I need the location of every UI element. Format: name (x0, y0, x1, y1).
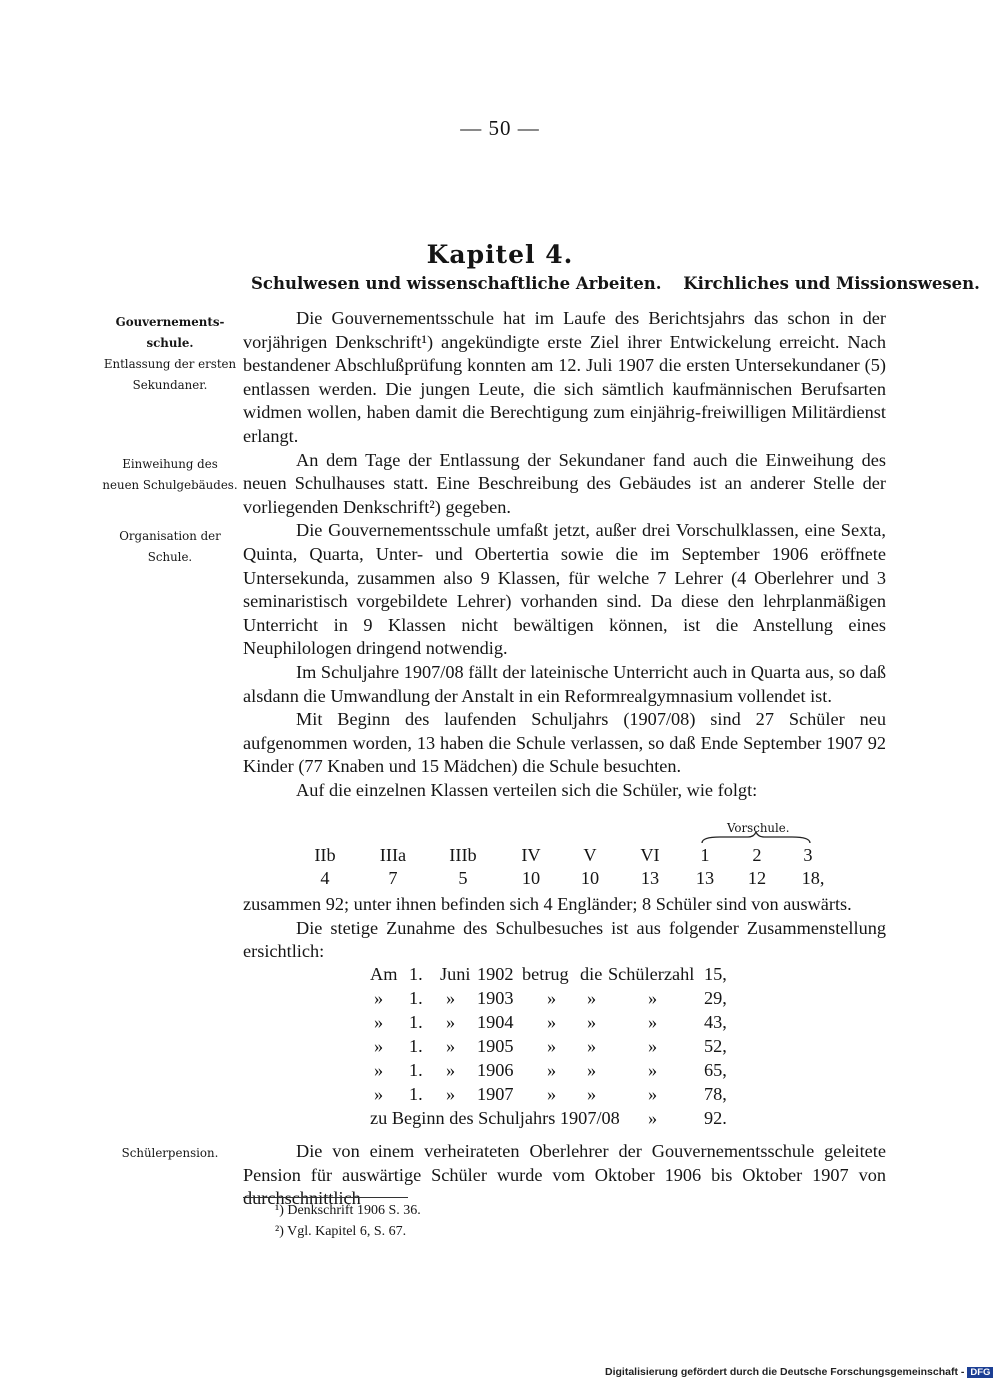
growth-cell: 1. (409, 1036, 423, 1056)
class-count: 13 (640, 868, 660, 888)
growth-cell: » (587, 1012, 597, 1032)
growth-cell: zu Beginn des Schuljahrs 1907/08 (370, 1108, 620, 1128)
paragraph: Die Gouvernementsschule hat im Laufe des Berichtsjahrs das schon in der vorjährigen Denkschrift¹) angekündigte erste Ziel ihrer Entwickelung erreicht. Nach bestandener Abschlußprüfung konnten am 12. Juli 1907 die ersten Untersekundaner (5) entlassen werden. Die jungen Leute, die sich sämtlich kaufmännischen Berufsarten widmen wollen, haben damit die Berechtigung zum einjährig-freiwilligen Militärdienst erlangt. (243, 308, 886, 446)
growth-cell: » (446, 1084, 456, 1104)
growth-cell: » (587, 988, 597, 1008)
margin-note-line: neuen Schulgebäudes. (102, 478, 238, 492)
growth-cell: » (446, 988, 456, 1008)
class-name: IIIa (379, 845, 407, 865)
paragraph: Die von einem verheirateten Oberlehrer der Gouvernementsschule geleitete Pension für auswärtige Schüler wurde vom Oktober 1906 bis Oktober 1907 von durchschnittlich (243, 1141, 886, 1209)
growth-cell: 1. (409, 1084, 423, 1104)
growth-cell: Am (370, 964, 398, 984)
margin-note-line: Organisation der (119, 529, 221, 543)
growth-cell: » (547, 1036, 557, 1056)
class-counts-row (243, 868, 886, 892)
chapter-title: Kapitel 4. (426, 240, 574, 269)
paragraph: Die stetige Zunahme des Schulbesuches ist aus folgender Zusammenstellung ersichtlich: (243, 917, 886, 962)
growth-cell: betrug (522, 964, 569, 984)
growth-cell: » (648, 1060, 658, 1080)
growth-cell: » (374, 1036, 384, 1056)
paragraph: zusammen 92; unter ihnen befinden sich 4 Engländer; 8 Schüler sind von auswärts. (243, 894, 852, 914)
growth-cell: » (648, 1084, 658, 1104)
growth-count: 43, (704, 1012, 727, 1032)
growth-count: 65, (704, 1060, 727, 1080)
class-count: 10 (521, 868, 541, 888)
growth-count: 92. (704, 1108, 727, 1128)
margin-note-einweihung (100, 454, 240, 496)
subtitle-part-1: Schulwesen und wissenschaftliche Arbeiten. (251, 274, 662, 293)
class-count: 13 (695, 868, 715, 888)
growth-cell: » (648, 1108, 658, 1128)
growth-cell: Schülerzahl (608, 964, 695, 984)
margin-note-schuelerpension (100, 1143, 240, 1164)
class-names-row (243, 845, 886, 869)
paragraph: An dem Tage der Entlassung der Sekundaner fand auch die Einweihung des neuen Schulhauses statt. Eine Beschreibung des Gebäudes ist an anderer Stelle der vorliegenden Denkschrift²) gegeben. (243, 449, 886, 517)
class-name: IIb (314, 845, 336, 865)
main-text-2 (243, 893, 886, 964)
growth-cell: » (446, 1060, 456, 1080)
growth-cell: 1903 (477, 988, 514, 1008)
growth-cell: Juni (440, 964, 471, 984)
class-name: IIIb (449, 845, 477, 865)
margin-note-line: Schülerpension. (121, 1146, 219, 1160)
class-name: 1 (700, 845, 710, 865)
growth-cell: 1902 (477, 964, 514, 984)
margin-note-line: Einweihung des (122, 457, 218, 471)
digitization-footer (605, 1366, 993, 1378)
growth-cell: » (446, 1036, 456, 1056)
chapter-subtitle (243, 274, 980, 293)
growth-cell: » (587, 1060, 597, 1080)
class-count: 5 (458, 868, 468, 888)
footer-text: Digitalisierung gefördert durch die Deutsche Forschungsgemeinschaft - (605, 1366, 965, 1378)
vorschule-label: Vorschule. (727, 821, 790, 835)
paragraph: Die Gouvernementsschule umfaßt jetzt, außer drei Vorschulklassen, eine Sexta, Quinta, Quarta, Unter- und Obertertia sowie die im September 1906 eröffnete Untersekunda, zusammen also 9 Klassen, für welche 7 Lehrer (4 Oberlehrer und 3 seminaristisch vorgebildete Lehrer) vorhanden sind. Da diese den lehrplanmäßigen Unterricht in 9 Klassen nicht bewältigen können, ist die Anstellung eines Neuphilologen dringend notwendig. (243, 520, 886, 659)
growth-cell: 1. (409, 964, 423, 984)
growth-cell: » (374, 1060, 384, 1080)
growth-count: 15, (704, 964, 727, 984)
growth-cell: 1. (409, 1012, 423, 1032)
growth-cell: 1. (409, 988, 423, 1008)
growth-cell: » (547, 1060, 557, 1080)
footnote-2: ²) Vgl. Kapitel 6, S. 67. (275, 1224, 407, 1239)
class-name: V (583, 845, 597, 865)
margin-note-entlassung (100, 354, 240, 396)
growth-cell: die (580, 964, 603, 984)
class-count: 7 (388, 868, 398, 888)
paragraph: Im Schuljahre 1907/08 fällt der lateinische Unterricht auch in Quarta aus, so daß alsdann die Umwandlung der Anstalt in ein Reformrealgymnasium vollendet ist. (243, 661, 886, 706)
page-number: — 50 — (460, 116, 540, 140)
main-text-1 (243, 307, 886, 802)
class-name: VI (640, 845, 660, 865)
growth-cell: » (374, 1012, 384, 1032)
growth-cell: » (587, 1084, 597, 1104)
margin-note-line: schule. (146, 336, 194, 350)
margin-note-organisation (100, 526, 240, 568)
growth-cell: 1906 (477, 1060, 514, 1080)
growth-cell: 1904 (477, 1012, 514, 1032)
growth-count: 78, (704, 1084, 727, 1104)
vorschule-brace (700, 831, 812, 845)
class-name: 2 (752, 845, 762, 865)
margin-note-line: Gouvernements- (115, 315, 225, 329)
footnote-1: ¹) Denkschrift 1906 S. 36. (275, 1203, 421, 1218)
margin-note-line: Entlassung der ersten (103, 357, 237, 371)
class-count: 12 (747, 868, 767, 888)
growth-cell: 1905 (477, 1036, 514, 1056)
paragraph: Mit Beginn des laufenden Schuljahrs (1907/08) sind 27 Schüler neu aufgenommen worden, 13 haben die Schule verlassen, so daß Ende September 1907 92 Kinder (77 Knaben und 15 Mädchen) die Schule besuchten. (243, 709, 886, 777)
growth-cell: » (648, 1036, 658, 1056)
footnote-divider (243, 1197, 408, 1198)
growth-cell: 1907 (477, 1084, 514, 1104)
growth-cell: » (547, 1012, 557, 1032)
growth-table (370, 964, 750, 1134)
growth-cell: » (547, 988, 557, 1008)
margin-note-line: Sekundaner. (132, 378, 208, 392)
growth-cell: » (446, 1012, 456, 1032)
class-count: 10 (580, 868, 600, 888)
growth-cell: » (587, 1036, 597, 1056)
class-name: 3 (803, 845, 813, 865)
growth-count: 52, (704, 1036, 727, 1056)
growth-cell: » (374, 988, 384, 1008)
margin-note-gouvernementsschule (100, 312, 240, 354)
growth-cell: » (648, 988, 658, 1008)
class-count: 18, (801, 868, 825, 888)
subtitle-part-2: Kirchliches und Missionswesen. (683, 274, 980, 293)
paragraph: Auf die einzelnen Klassen verteilen sich die Schüler, wie folgt: (296, 779, 758, 800)
growth-cell: » (374, 1084, 384, 1104)
growth-cell: » (648, 1012, 658, 1032)
class-count: 4 (320, 868, 330, 888)
class-name: IV (521, 845, 541, 865)
growth-cell: » (547, 1084, 557, 1104)
growth-cell: 1. (409, 1060, 423, 1080)
growth-count: 29, (704, 988, 727, 1008)
margin-note-line: Schule. (147, 550, 193, 564)
main-text-3 (243, 1140, 886, 1211)
dfg-logo: DFG (967, 1367, 993, 1378)
